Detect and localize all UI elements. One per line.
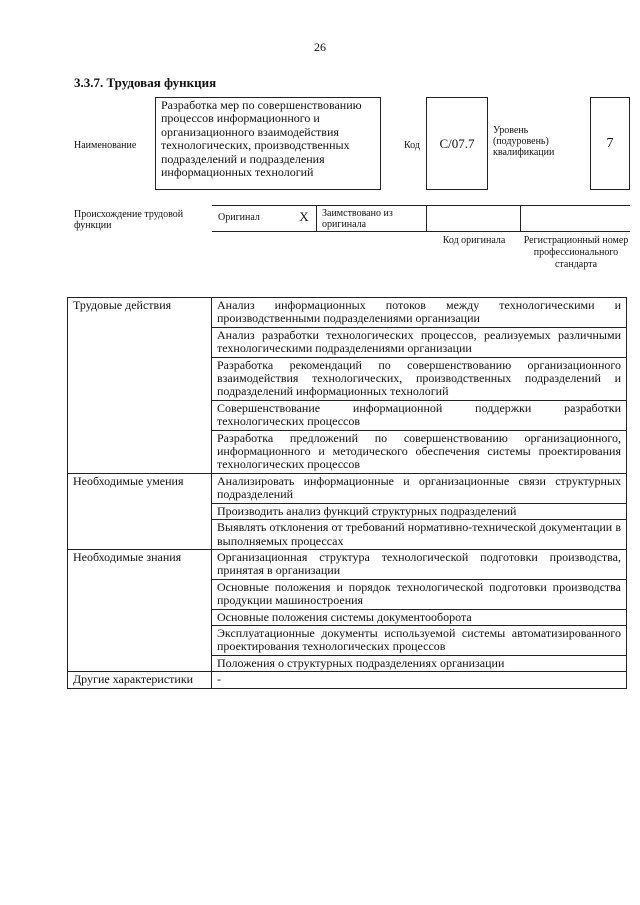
item-cell: Выявлять отклонения от требований нормативно-технической документации в выполняемых процессах bbox=[212, 520, 627, 550]
reg-number-cell bbox=[520, 206, 630, 231]
table-row bbox=[68, 298, 627, 328]
category-cell: Другие характеристики bbox=[68, 672, 212, 688]
item-cell: Основные положения системы документооборота bbox=[212, 609, 627, 625]
page-number: 26 bbox=[314, 40, 326, 54]
item-cell: Организационная структура технологической подготовки производства, принятая в организации bbox=[212, 549, 627, 579]
item-cell: - bbox=[212, 672, 627, 688]
table-row bbox=[68, 549, 627, 579]
item-cell: Анализировать информационные и организационные связи структурных подразделений bbox=[212, 473, 627, 503]
item-cell: Положения о структурных подразделениях организации bbox=[212, 655, 627, 671]
category-cell: Необходимые умения bbox=[68, 473, 212, 549]
origin-label: Происхождение трудовой функции bbox=[74, 209, 184, 231]
item-cell: Анализ разработки технологических процессов, реализуемых различными технологическими подразделениями организации bbox=[212, 327, 627, 357]
item-cell: Эксплуатационные документы используемой системы автоматизированного проектирования технологических процессов bbox=[212, 625, 627, 655]
borrowed-label: Заимствовано из оригинала bbox=[316, 206, 426, 231]
category-cell: Необходимые знания bbox=[68, 549, 212, 671]
table-row bbox=[68, 473, 627, 503]
function-details-table bbox=[67, 297, 627, 689]
origin-row bbox=[212, 205, 630, 232]
code-value: C/07.7 bbox=[439, 135, 475, 151]
table-body bbox=[68, 298, 627, 689]
function-name-box: Разработка мер по совершенствованию процессов информационного и организационного взаимодействия технологических, производственных подразделений и подразделения информационных технологий bbox=[155, 97, 381, 190]
code-value-box bbox=[426, 97, 488, 190]
original-mark: X bbox=[299, 209, 309, 224]
item-cell: Анализ информационных потоков между технологическими и производственными подразделениями организации bbox=[212, 298, 627, 328]
name-label: Наименование bbox=[74, 140, 137, 151]
table-row bbox=[68, 672, 627, 688]
original-label: Оригинал bbox=[218, 212, 260, 223]
category-cell: Трудовые действия bbox=[68, 298, 212, 474]
section-title: 3.3.7. Трудовая функция bbox=[74, 75, 217, 90]
code-original-caption: Код оригинала bbox=[442, 235, 506, 246]
code-original-cell bbox=[426, 206, 520, 231]
level-label: Уровень (подуровень) квалификации bbox=[493, 125, 555, 158]
item-cell: Совершенствование информационной поддержки разработки технологических процессов bbox=[212, 400, 627, 430]
item-cell: Разработка рекомендаций по совершенствованию организационного взаимодействия технологических, производственных подразделений и подразделений информационных технологий bbox=[212, 357, 627, 400]
item-cell: Основные положения и порядок технологической подготовки производства продукции машиностроения bbox=[212, 579, 627, 609]
item-cell: Производить анализ функций структурных подразделений bbox=[212, 503, 627, 519]
item-cell: Разработка предложений по совершенствованию организационного, информационного и методического обеспечения системы проектирования технологических процессов bbox=[212, 430, 627, 473]
level-value: 7 bbox=[606, 135, 614, 151]
code-label: Код bbox=[404, 140, 420, 151]
reg-number-caption: Регистрационный номер профессионального стандарта bbox=[523, 235, 629, 270]
level-value-box bbox=[590, 97, 630, 190]
